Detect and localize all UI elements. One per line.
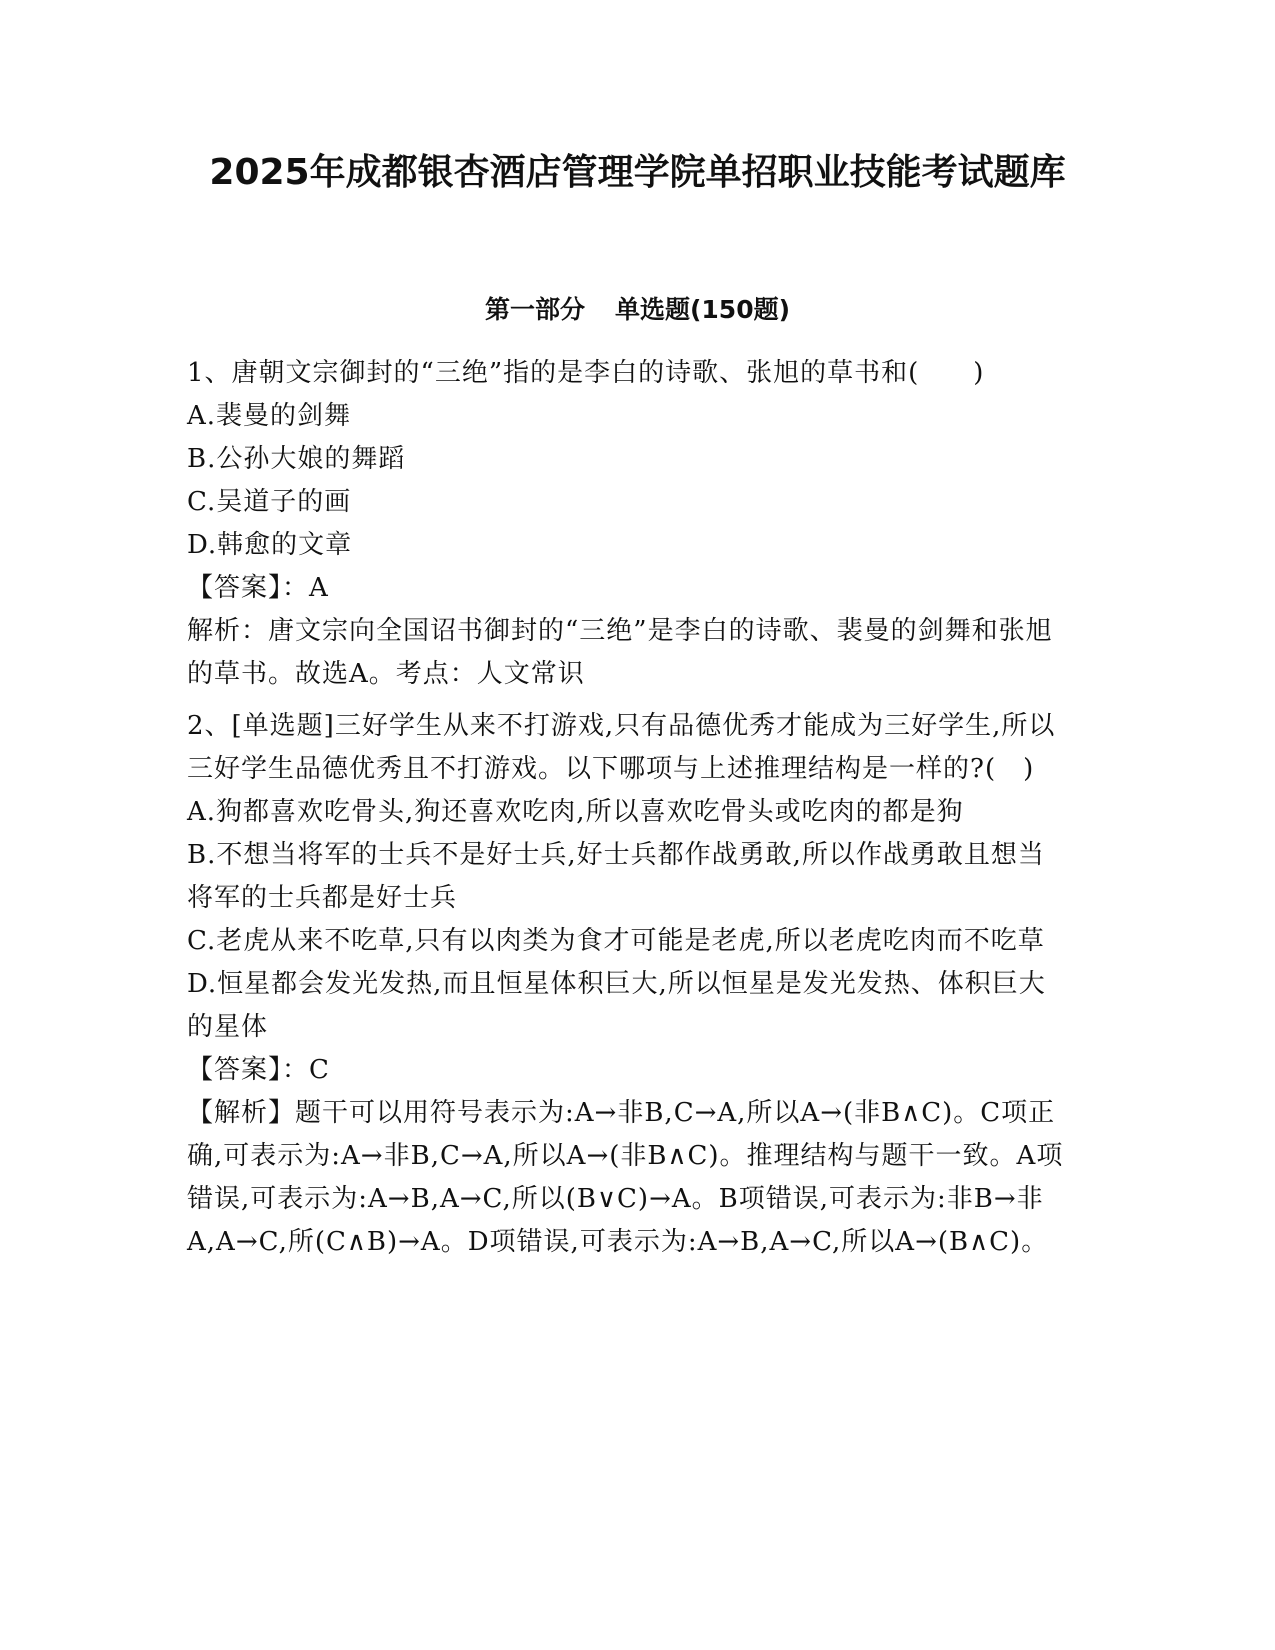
question-2: [187, 705, 1067, 1264]
option-d: D.韩愈的文章: [187, 530, 353, 560]
document-title: 2025年成都银杏酒店管理学院单招职业技能考试题库: [209, 152, 1066, 193]
question-stem: 1、唐朝文宗御封的“三绝”指的是李白的诗歌、张旭的草书和( ): [187, 358, 985, 388]
option-c: C.吴道子的画: [187, 487, 352, 517]
option-b: B.不想当将军的士兵不是好士兵,好士兵都作战勇敢,所以作战勇敢且想当将军的士兵都是好士兵: [187, 840, 1045, 913]
answer: 【答案】：A: [187, 573, 329, 603]
section-name: 单选题(150题): [614, 295, 791, 324]
question-1: [187, 352, 1067, 696]
question-list: [187, 352, 1067, 1264]
analysis: 解析：唐文宗向全国诏书御封的“三绝”是李白的诗歌、裴曼的剑舞和张旭的草书。故选A。考点：人文常识: [187, 616, 1053, 689]
section-heading: [0, 292, 1275, 328]
section-part: 第一部分: [484, 295, 585, 324]
option-b: B.公孙大娘的舞蹈: [187, 444, 406, 474]
analysis: 【解析】题干可以用符号表示为:A→非B,C→A,所以A→(非B∧C)。C项正确,可表示为:A→非B,C→A,所以A→(非B∧C)。推理结构与题干一致。A项错误,可表示为:A→B,A→C,所以(B∨C)→A。B项错误,可表示为:非B→非A,A→C,所(C∧B)→A。D项错误,可表示为:A→B,A→C,所以A→(B∧C)。: [187, 1098, 1064, 1257]
option-a: A.狗都喜欢吃骨头,狗还喜欢吃肉,所以喜欢吃骨头或吃肉的都是狗: [187, 797, 964, 827]
question-stem: 2、[单选题]三好学生从来不打游戏,只有品德优秀才能成为三好学生,所以三好学生品德优秀且不打游戏。以下哪项与上述推理结构是一样的?( ): [187, 711, 1056, 784]
option-d: D.恒星都会发光发热,而且恒星体积巨大,所以恒星是发光发热、体积巨大的星体: [187, 969, 1046, 1042]
option-a: A.裴曼的剑舞: [187, 401, 352, 431]
option-c: C.老虎从来不吃草,只有以肉类为食才可能是老虎,所以老虎吃肉而不吃草: [187, 926, 1045, 956]
answer: 【答案】：C: [187, 1055, 330, 1085]
